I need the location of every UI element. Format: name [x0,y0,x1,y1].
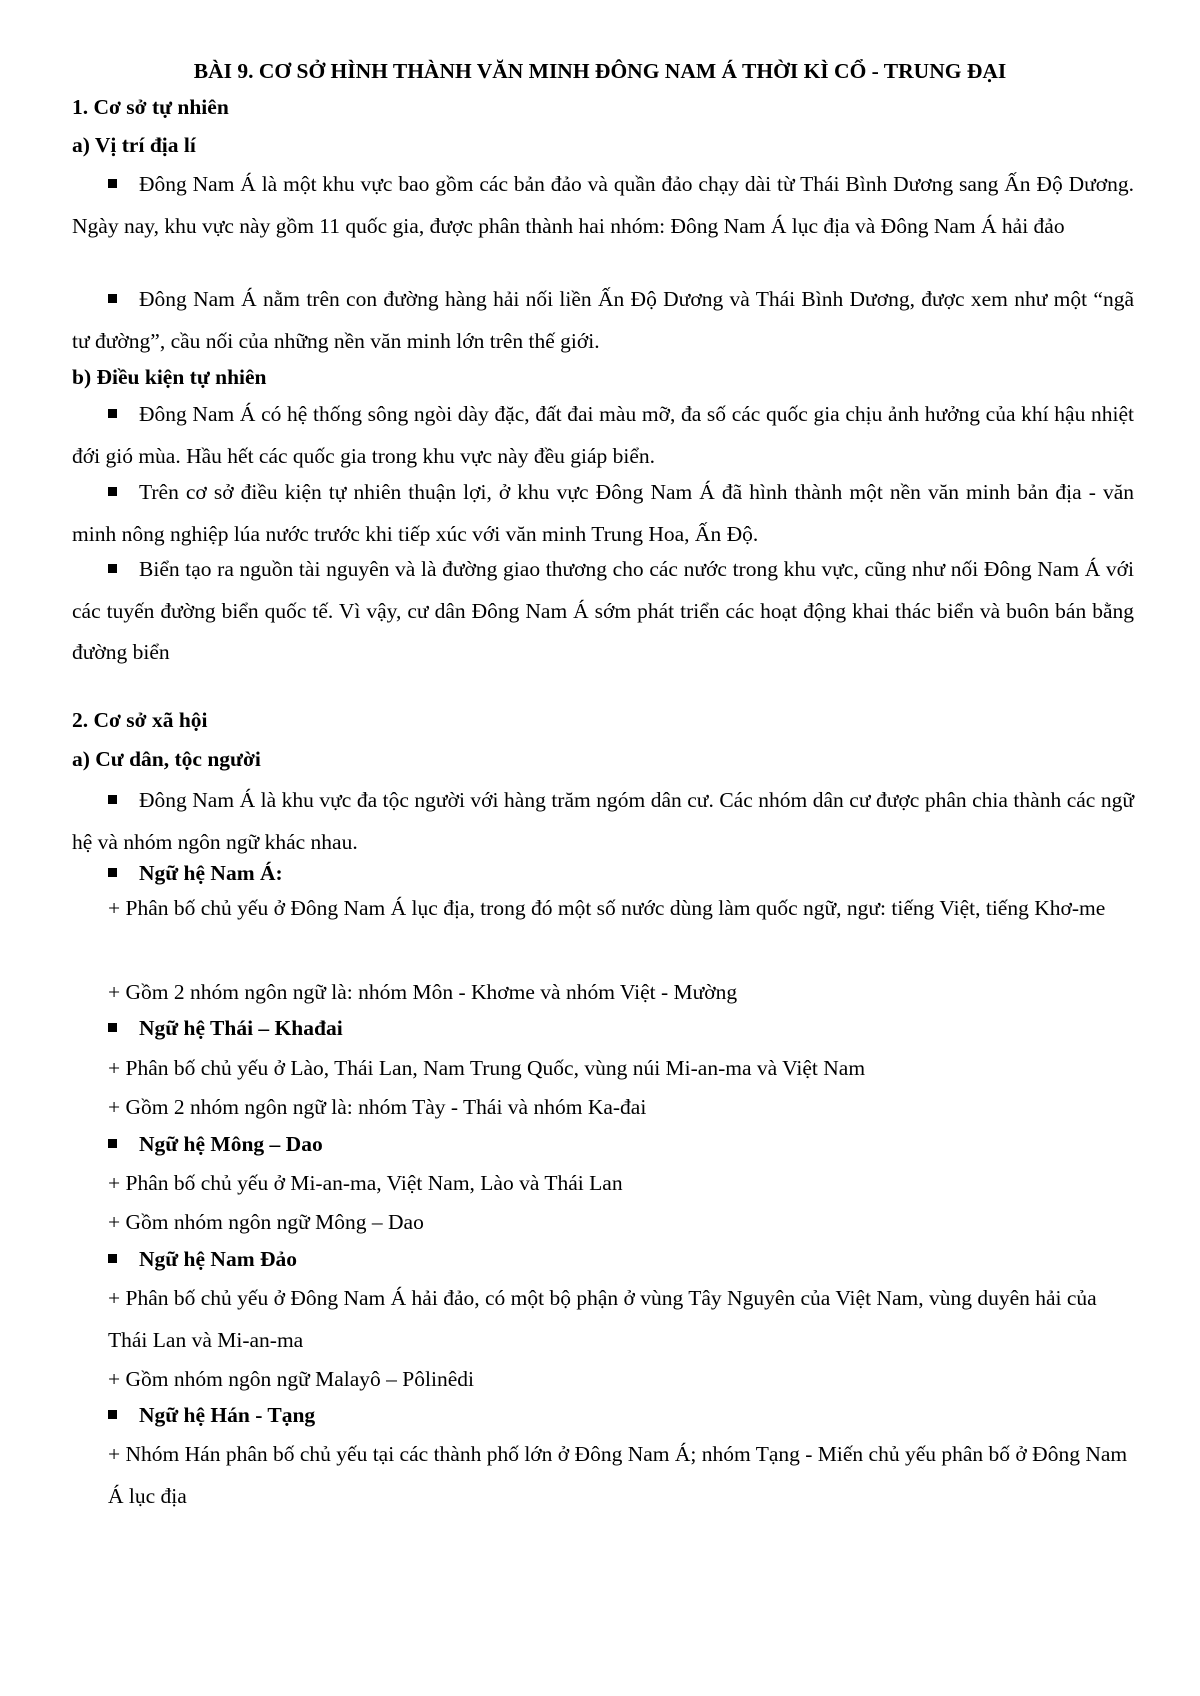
language-family-heading: Ngữ hệ Hán - Tạng [108,1400,315,1430]
section-1-heading: 1. Cơ sở tự nhiên [72,95,229,119]
language-family-heading: Ngữ hệ Mông – Dao [108,1129,323,1159]
language-family-line: + Phân bố chủ yếu ở Lào, Thái Lan, Nam Trung Quốc, vùng núi Mi-an-ma và Việt Nam [108,1056,866,1080]
paragraph-1b-3: Biển tạo ra nguồn tài nguyên và là đường giao thương cho các nước trong khu vực, cũng như nối Đông Nam Á với các tuyến đường biển quốc tế. Vì vậy, cư dân Đông Nam Á sớm phát triển các hoạt động khai thác biển và buôn bán bằng đường biển [72,557,1134,664]
section-2-heading: 2. Cơ sở xã hội [72,708,208,732]
language-family-line: + Phân bố chủ yếu ở Mi-an-ma, Việt Nam, Lào và Thái Lan [108,1171,623,1195]
section-1a-heading: a) Vị trí địa lí [72,133,196,157]
bullet-icon [108,868,117,877]
bullet-icon [108,294,117,303]
page-title: BÀI 9. CƠ SỞ HÌNH THÀNH VĂN MINH ĐÔNG NAM Á THỜI KÌ CỔ - TRUNG ĐẠI [193,59,1007,83]
bullet-icon [108,1139,117,1148]
paragraph-2a-intro: Đông Nam Á là khu vực đa tộc người với hàng trăm ngóm dân cư. Các nhóm dân cư được phân chia thành các ngữ hệ và nhóm ngôn ngữ khác nhau. [72,788,1134,854]
bullet-icon [108,564,117,573]
language-family-line: + Gồm nhóm ngôn ngữ Mông – Dao [108,1210,424,1234]
language-family-line: + Nhóm Hán phân bố chủ yếu tại các thành phố lớn ở Đông Nam Á; nhóm Tạng - Miến chủ yếu phân bố ở Đông Nam Á lục địa [108,1442,1128,1508]
section-2a-heading: a) Cư dân, tộc người [72,747,261,771]
bullet-icon [108,1023,117,1032]
language-family-line: + Gồm nhóm ngôn ngữ Malayô – Pôlinêdi [108,1367,474,1391]
language-family-line: + Phân bố chủ yếu ở Đông Nam Á lục địa, trong đó một số nước dùng làm quốc ngữ, ngư: tiếng Việt, tiếng Khơ-me [108,896,1106,920]
bullet-icon [108,179,117,188]
bullet-icon [108,409,117,418]
paragraph-1a-1: Đông Nam Á là một khu vực bao gồm các bản đảo và quần đảo chạy dài từ Thái Bình Dương sang Ấn Độ Dương. Ngày nay, khu vực này gồm 11 quốc gia, được phân thành hai nhóm: Đông Nam Á lục địa và Đông Nam Á hải đảo [72,172,1134,238]
language-family-heading: Ngữ hệ Nam Á: [108,858,283,888]
paragraph-1b-2: Trên cơ sở điều kiện tự nhiên thuận lợi, ở khu vực Đông Nam Á đã hình thành một nền văn minh bản địa - văn minh nông nghiệp lúa nước trước khi tiếp xúc với văn minh Trung Hoa, Ấn Độ. [72,480,1134,546]
language-family-line: + Gồm 2 nhóm ngôn ngữ là: nhóm Môn - Khơme và nhóm Việt - Mường [108,980,738,1004]
bullet-icon [108,795,117,804]
language-family-heading: Ngữ hệ Thái – Khađai [108,1013,343,1043]
bullet-icon [108,1410,117,1419]
bullet-icon [108,1254,117,1263]
language-family-line: + Gồm 2 nhóm ngôn ngữ là: nhóm Tày - Thái và nhóm Ka-đai [108,1095,647,1119]
section-1b-heading: b) Điều kiện tự nhiên [72,365,267,389]
language-family-heading: Ngữ hệ Nam Đảo [108,1244,297,1274]
paragraph-1b-1: Đông Nam Á có hệ thống sông ngòi dày đặc, đất đai màu mỡ, đa số các quốc gia chịu ảnh hưởng của khí hậu nhiệt đới gió mùa. Hầu hết các quốc gia trong khu vực này đều giáp biển. [72,402,1134,468]
paragraph-1a-2: Đông Nam Á nằm trên con đường hàng hải nối liền Ấn Độ Dương và Thái Bình Dương, được xem như một “ngã tư đường”, cầu nối của những nền văn minh lớn trên thế giới. [72,287,1134,353]
language-family-line: + Phân bố chủ yếu ở Đông Nam Á hải đảo, có một bộ phận ở vùng Tây Nguyên của Việt Nam, vùng duyên hải của Thái Lan và Mi-an-ma [108,1286,1097,1352]
bullet-icon [108,487,117,496]
